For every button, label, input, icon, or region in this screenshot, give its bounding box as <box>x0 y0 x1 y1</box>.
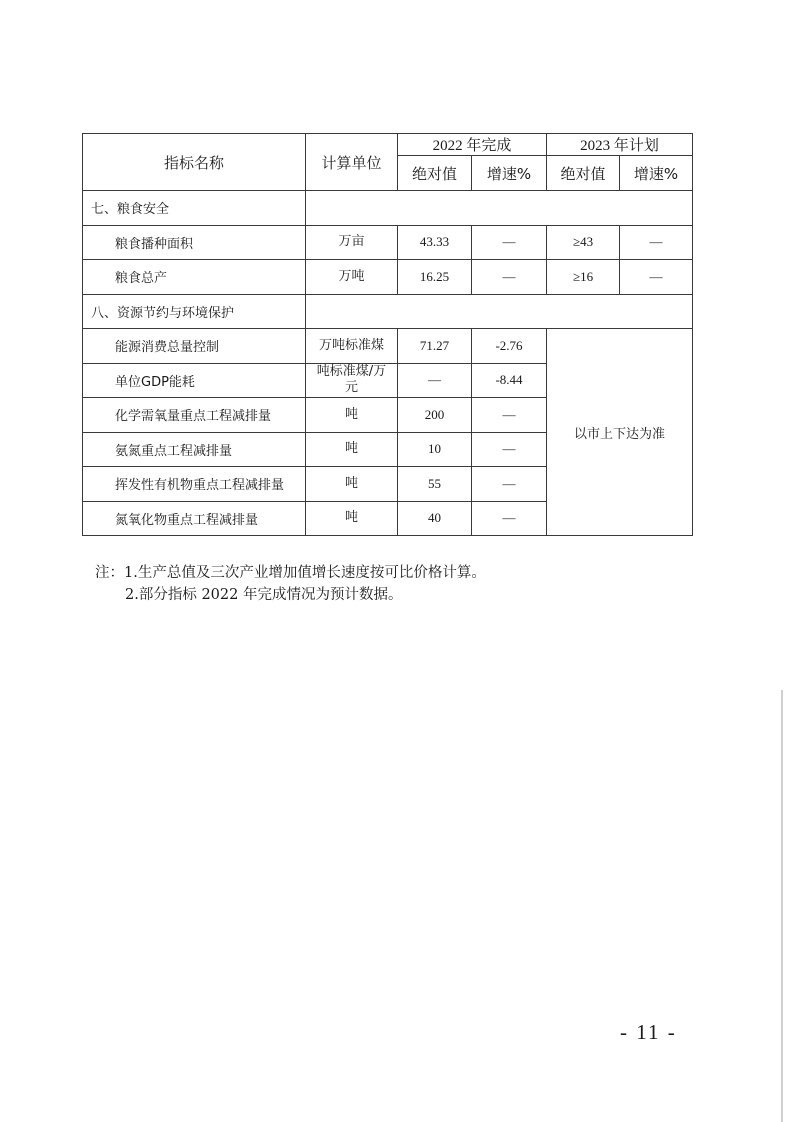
row-growth-2022: -2.76 <box>472 329 547 364</box>
row-unit: 吨 <box>306 501 398 536</box>
header-abs-2023: 绝对值 <box>547 156 620 191</box>
section-title: 八、资源节约与环境保护 <box>83 294 306 329</box>
row-growth-2022: — <box>472 467 547 502</box>
row-growth-2022: — <box>472 501 547 536</box>
section-blank <box>306 191 693 226</box>
row-abs-2022: 200 <box>398 398 472 433</box>
row-unit: 吨 <box>306 467 398 502</box>
header-growth-2023: 增速% <box>620 156 693 191</box>
row-name: 粮食总产 <box>83 260 306 295</box>
table-row <box>83 329 693 364</box>
section-blank <box>306 294 693 329</box>
indicator-table <box>82 133 693 536</box>
row-unit: 万亩 <box>306 225 398 260</box>
row-abs-2022: 71.27 <box>398 329 472 364</box>
note-line-2: 2.部分指标 2022 年完成情况为预计数据。 <box>125 587 403 603</box>
row-growth-2023: — <box>620 225 693 260</box>
header-2023: 2023 年计划 <box>547 134 693 156</box>
table-notes <box>95 562 486 606</box>
header-indicator: 指标名称 <box>83 134 306 191</box>
row-unit: 吨 <box>306 432 398 467</box>
row-growth-2022: — <box>472 260 547 295</box>
row-unit: 万吨 <box>306 260 398 295</box>
unit-line-1: 吨标准煤/万 <box>316 364 387 380</box>
row-name: 单位GDP能耗 <box>83 363 306 398</box>
table-row <box>83 225 693 260</box>
row-growth-2023: — <box>620 260 693 295</box>
page-edge-shadow <box>781 690 783 1122</box>
header-abs-2022: 绝对值 <box>398 156 472 191</box>
row-unit: 吨 <box>306 398 398 433</box>
row-name: 氮氧化物重点工程减排量 <box>83 501 306 536</box>
row-growth-2022: — <box>472 432 547 467</box>
row-unit <box>306 363 398 398</box>
row-name: 粮食播种面积 <box>83 225 306 260</box>
row-abs-2022: 40 <box>398 501 472 536</box>
row-name: 挥发性有机物重点工程减排量 <box>83 467 306 502</box>
table-header-row-1 <box>83 134 693 156</box>
merged-plan-cell: 以市上下达为准 <box>547 329 693 536</box>
row-abs-2023: ≥43 <box>547 225 620 260</box>
section-row <box>83 294 693 329</box>
row-name: 氨氮重点工程减排量 <box>83 432 306 467</box>
header-growth-2022: 增速% <box>472 156 547 191</box>
row-name: 能源消费总量控制 <box>83 329 306 364</box>
section-row <box>83 191 693 226</box>
row-abs-2023: ≥16 <box>547 260 620 295</box>
unit-line-2: 元 <box>344 380 358 396</box>
row-growth-2022: — <box>472 225 547 260</box>
row-unit: 万吨标准煤 <box>306 329 398 364</box>
header-2022: 2022 年完成 <box>398 134 547 156</box>
row-abs-2022: 43.33 <box>398 225 472 260</box>
row-abs-2022: 16.25 <box>398 260 472 295</box>
page-number: - 11 - <box>620 1020 677 1044</box>
row-name: 化学需氧量重点工程减排量 <box>83 398 306 433</box>
row-abs-2022: 10 <box>398 432 472 467</box>
table-row <box>83 260 693 295</box>
row-abs-2022: — <box>398 363 472 398</box>
row-abs-2022: 55 <box>398 467 472 502</box>
note-line-1: 注：1.生产总值及三次产业增加值增长速度按可比价格计算。 <box>95 565 486 581</box>
row-growth-2022: -8.44 <box>472 363 547 398</box>
section-title: 七、粮食安全 <box>83 191 306 226</box>
row-growth-2022: — <box>472 398 547 433</box>
header-unit: 计算单位 <box>306 134 398 191</box>
